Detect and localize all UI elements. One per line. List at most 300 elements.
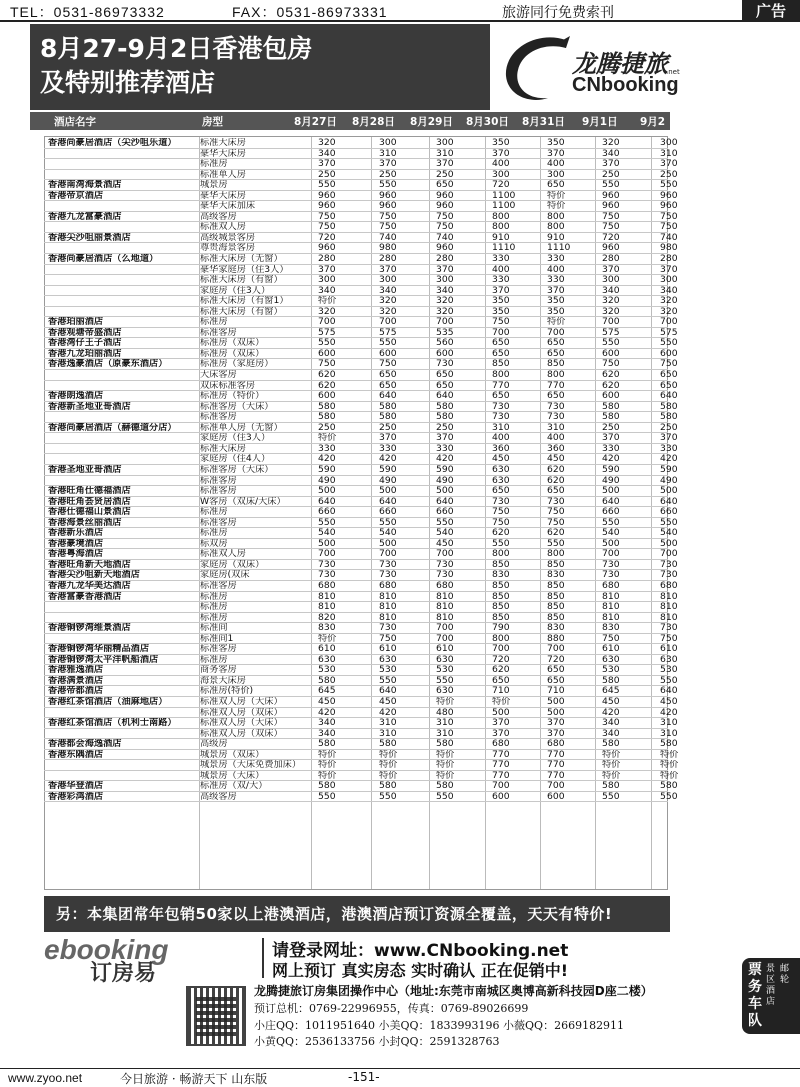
hotel-name: 香港豪境酒店 (48, 538, 104, 549)
price-0831: 500 (547, 707, 565, 718)
price-0831: 特价 (547, 190, 566, 201)
price-0901: 610 (602, 644, 620, 655)
header-hotel: 酒店名字 (54, 116, 96, 128)
price-0830: 330 (492, 254, 510, 265)
price-0831: 620 (547, 464, 565, 475)
page-number: -151- (348, 1070, 380, 1084)
price-0827: 280 (318, 254, 336, 265)
room-type: 家庭房（住3人） (200, 285, 271, 296)
price-0831: 650 (547, 348, 565, 359)
price-0829: 550 (436, 517, 454, 528)
price-0902: 580 (660, 401, 678, 412)
price-0829: 590 (436, 464, 454, 475)
hotel-name: 香港铜锣湾华丽精品酒店 (48, 644, 150, 655)
price-0828: 660 (379, 507, 397, 518)
price-0831: 650 (547, 391, 565, 402)
price-0829: 640 (436, 496, 454, 507)
room-type: 城景房（双床） (200, 749, 265, 760)
price-0827: 750 (318, 359, 336, 370)
price-0829: 660 (436, 507, 454, 518)
table-row (44, 559, 678, 571)
price-0830: 680 (492, 739, 510, 750)
room-type: 标准单人房（无窗） (200, 422, 283, 433)
price-0902: 580 (660, 781, 678, 792)
logo-chinese-name: 龙腾捷旅 (572, 50, 668, 78)
price-0902: 600 (660, 348, 678, 359)
price-0831: 850 (547, 359, 565, 370)
price-0828: 330 (379, 443, 397, 454)
room-type: 城景房（大床免费加床） (200, 760, 302, 771)
price-0828: 730 (379, 570, 397, 581)
price-0828: 370 (379, 159, 397, 170)
price-0901: 830 (602, 623, 620, 634)
price-0902: 320 (660, 306, 678, 317)
table-row (44, 675, 678, 687)
room-type: 商务客房 (200, 665, 237, 676)
price-0829: 680 (436, 580, 454, 591)
price-0829: 330 (436, 443, 454, 454)
room-type: 高级城景客房 (200, 232, 256, 243)
hotel-name: 香港仕德福山景酒店 (48, 507, 131, 518)
room-type: 标准间1 (200, 633, 234, 644)
price-0830: 350 (492, 296, 510, 307)
price-0901: 550 (602, 517, 620, 528)
price-0830: 350 (492, 138, 510, 148)
price-0901: 550 (602, 791, 620, 802)
table-row (44, 380, 678, 392)
price-0901: 750 (602, 359, 620, 370)
table-row (44, 580, 678, 592)
price-0830: 630 (492, 464, 510, 475)
price-0829: 740 (436, 232, 454, 243)
price-0829: 630 (436, 654, 454, 665)
price-0901: 340 (602, 728, 620, 739)
price-0902: 550 (660, 180, 678, 191)
price-0828: 810 (379, 612, 397, 623)
price-0902: 700 (660, 549, 678, 560)
table-row (44, 517, 678, 529)
table-row (44, 159, 678, 170)
table-row (44, 718, 678, 729)
price-0828: 500 (379, 486, 397, 497)
price-0827: 340 (318, 285, 336, 296)
price-0902: 750 (660, 222, 678, 233)
price-0827: 960 (318, 243, 336, 254)
price-0902: 650 (660, 380, 678, 391)
price-0901: 450 (602, 696, 620, 707)
price-0831: 370 (547, 285, 565, 296)
price-0828: 580 (379, 739, 397, 750)
price-0830: 400 (492, 159, 510, 170)
price-0901: 370 (602, 433, 620, 444)
hotel-name: 香港帝京酒店 (48, 190, 104, 201)
hotel-name: 香港九龙华美达酒店 (48, 580, 131, 591)
price-0901: 720 (602, 232, 620, 243)
table-row (44, 243, 678, 254)
price-0828: 280 (379, 254, 397, 265)
price-0902: 730 (660, 623, 678, 634)
price-0830: 400 (492, 264, 510, 275)
room-type: 标准客房 (200, 486, 237, 497)
room-type: 标准房（双床） (200, 338, 265, 349)
price-0902: 810 (660, 591, 678, 602)
price-0827: 580 (318, 781, 336, 792)
promo-banner: 另：本集团常年包销50家以上港澳酒店，港澳酒店预订资源全覆盖，天天有特价! (44, 896, 670, 932)
price-0828: 700 (379, 317, 397, 328)
room-type: 高级客房 (200, 791, 237, 802)
price-0829: 550 (436, 675, 454, 686)
price-0827: 810 (318, 591, 336, 602)
price-0830: 850 (492, 359, 510, 370)
hotel-name: 香港圣地亚哥酒店 (48, 464, 122, 475)
hotel-name: 香港富豪香港酒店 (48, 591, 122, 602)
table-row (44, 359, 678, 370)
price-0831: 680 (547, 739, 565, 750)
room-type: 标准房(特价) (200, 686, 254, 697)
price-0829: 480 (436, 707, 454, 718)
price-0901: 660 (602, 507, 620, 518)
price-0829: 310 (436, 728, 454, 739)
price-0830: 650 (492, 348, 510, 359)
price-0902: 420 (660, 454, 678, 465)
price-0831: 770 (547, 760, 565, 771)
top-bar (0, 0, 800, 22)
price-0831: 550 (547, 538, 565, 549)
hotel-name: 香港旺角新天地酒店 (48, 559, 131, 570)
price-0828: 550 (379, 338, 397, 349)
price-0828: 960 (379, 190, 397, 201)
table-row (44, 591, 678, 603)
table-row (44, 486, 678, 497)
room-type: 标准双人房（大床） (200, 718, 283, 729)
price-0901: 810 (602, 602, 620, 613)
price-0828: 750 (379, 211, 397, 222)
price-0828: 530 (379, 665, 397, 676)
price-0827: 830 (318, 623, 336, 634)
hotel-name: 香港都会海逸酒店 (48, 739, 122, 750)
table-row (44, 201, 678, 212)
price-0828: 490 (379, 475, 397, 486)
price-0830: 350 (492, 306, 510, 317)
price-0828: 640 (379, 496, 397, 507)
hotel-name: 香港尖沙咀新天地酒店 (48, 570, 140, 581)
price-0831: 830 (547, 570, 565, 581)
table-row (44, 507, 678, 518)
table-row (44, 180, 678, 191)
hotel-name: 香港雅逸酒店 (48, 665, 104, 676)
table-row (44, 254, 678, 265)
room-type: 双床标准客房 (200, 380, 256, 391)
header-date-6: 9月1日 (582, 116, 618, 128)
price-0901: 730 (602, 559, 620, 570)
price-0901: 340 (602, 285, 620, 296)
page-title (30, 24, 490, 110)
price-0901: 730 (602, 570, 620, 581)
room-type: 高级房 (200, 739, 228, 750)
price-0902: 810 (660, 602, 678, 613)
price-0830: 600 (492, 791, 510, 802)
hotel-name: 香港彩鸿酒店 (48, 791, 104, 802)
price-0831: 330 (547, 254, 565, 265)
price-0829: 600 (436, 348, 454, 359)
price-0901: 600 (602, 391, 620, 402)
price-0831: 700 (547, 327, 565, 338)
table-row (44, 464, 678, 476)
hotel-name: 香港粤海酒店 (48, 549, 104, 560)
table-row (44, 338, 678, 349)
hotel-name: 香港红茶馆酒店（油麻地店） (48, 696, 168, 707)
price-0828: 630 (379, 654, 397, 665)
price-0827: 600 (318, 348, 336, 359)
price-0901: 280 (602, 254, 620, 265)
price-0827: 700 (318, 549, 336, 560)
price-0831: 800 (547, 370, 565, 381)
price-0902: 960 (660, 201, 678, 212)
price-0828: 810 (379, 602, 397, 613)
price-0902: 740 (660, 232, 678, 243)
price-0902: 特价 (660, 749, 679, 760)
room-type: 标准大床房（有窗） (200, 275, 283, 286)
side-tab-main: 票务车队 (748, 962, 762, 1029)
price-0829: 700 (436, 549, 454, 560)
price-0830: 800 (492, 211, 510, 222)
price-0831: 800 (547, 549, 565, 560)
table-row (44, 612, 678, 624)
price-0901: 320 (602, 296, 620, 307)
price-0831: 700 (547, 781, 565, 792)
price-0830: 620 (492, 528, 510, 539)
price-0827: 550 (318, 517, 336, 528)
price-0901: 530 (602, 665, 620, 676)
price-0828: 特价 (379, 749, 398, 760)
price-0901: 960 (602, 190, 620, 201)
table-row (44, 496, 678, 508)
price-0828: 750 (379, 359, 397, 370)
price-0827: 750 (318, 211, 336, 222)
price-0827: 340 (318, 728, 336, 739)
price-0827: 575 (318, 327, 336, 338)
table-row (44, 602, 678, 613)
price-0829: 650 (436, 380, 454, 391)
room-type: 家庭房（住3人） (200, 433, 271, 444)
header-room-type: 房型 (202, 116, 223, 128)
table-row (44, 433, 678, 444)
contact-qq-1: 小庄QQ：1011951640 小美QQ：1833993196 小薇QQ：2669182911 (254, 1019, 625, 1032)
price-0901: 580 (602, 781, 620, 792)
table-row (44, 528, 678, 539)
price-0828: 450 (379, 696, 397, 707)
table-row (44, 644, 678, 655)
table-row (44, 138, 678, 149)
price-0902: 特价 (660, 760, 679, 771)
price-0830: 720 (492, 180, 510, 191)
price-0830: 370 (492, 728, 510, 739)
hotel-name: 香港旺角荟贤居酒店 (48, 496, 131, 507)
table-row (44, 317, 678, 328)
price-0902: 450 (660, 696, 678, 707)
price-0829: 250 (436, 169, 454, 180)
price-0831: 650 (547, 665, 565, 676)
table-row (44, 190, 678, 202)
price-0902: 特价 (660, 770, 679, 781)
price-0830: 620 (492, 665, 510, 676)
price-0902: 310 (660, 718, 678, 729)
price-0829: 580 (436, 739, 454, 750)
price-0827: 特价 (318, 760, 337, 771)
title-line-2: 及特别推荐酒店 (40, 68, 216, 97)
price-0827: 特价 (318, 433, 337, 444)
table-row (44, 285, 678, 297)
table-row (44, 454, 678, 465)
price-0827: 250 (318, 422, 336, 433)
table-row (44, 222, 678, 233)
price-0828: 650 (379, 370, 397, 381)
price-0830: 300 (492, 169, 510, 180)
header-date-2: 8月28日 (352, 116, 395, 128)
price-0901: 340 (602, 148, 620, 159)
table-row (44, 570, 678, 581)
price-0901: 960 (602, 201, 620, 212)
price-0901: 300 (602, 275, 620, 286)
price-0830: 770 (492, 749, 510, 760)
room-type: 标准房 (200, 654, 228, 665)
price-0830: 400 (492, 433, 510, 444)
price-0901: 500 (602, 486, 620, 497)
price-0831: 650 (547, 486, 565, 497)
footer (0, 1068, 800, 1086)
hotel-name: 香港九龙富豪酒店 (48, 211, 122, 222)
price-0828: 550 (379, 180, 397, 191)
price-0828: 320 (379, 296, 397, 307)
room-type: 大床客房 (200, 370, 237, 381)
price-0830: 650 (492, 486, 510, 497)
contact-block (186, 980, 746, 1050)
price-0902: 370 (660, 264, 678, 275)
price-0829: 370 (436, 264, 454, 275)
room-type: 标准大床房 (200, 138, 246, 148)
price-0831: 300 (547, 169, 565, 180)
price-0829: 650 (436, 370, 454, 381)
price-0831: 710 (547, 686, 565, 697)
price-0901: 580 (602, 401, 620, 412)
price-0827: 610 (318, 644, 336, 655)
price-0830: 850 (492, 602, 510, 613)
price-0902: 750 (660, 633, 678, 644)
price-0902: 310 (660, 148, 678, 159)
table-row (44, 275, 678, 286)
price-0830: 800 (492, 370, 510, 381)
table-row (44, 665, 678, 676)
room-type: 高级客房 (200, 211, 237, 222)
room-type: 标准大床房（有窗1） (200, 296, 289, 307)
price-0828: 610 (379, 644, 397, 655)
header-date-3: 8月29日 (410, 116, 453, 128)
room-type: 标准双人房 (200, 549, 246, 560)
price-0902: 340 (660, 285, 678, 296)
price-0829: 810 (436, 591, 454, 602)
hotel-name: 香港南湾海景酒店 (48, 180, 122, 191)
price-0828: 575 (379, 327, 397, 338)
price-0902: 500 (660, 538, 678, 549)
price-0902: 700 (660, 317, 678, 328)
price-0827: 450 (318, 696, 336, 707)
table-row (44, 443, 678, 455)
price-0828: 250 (379, 422, 397, 433)
hotel-name: 香港尚豪居酒店（赫德道分店） (48, 422, 177, 433)
price-0829: 540 (436, 528, 454, 539)
price-0902: 300 (660, 275, 678, 286)
price-0902: 640 (660, 391, 678, 402)
price-0827: 340 (318, 148, 336, 159)
hotel-name: 香港尚豪居酒店（尖沙咀乐道） (48, 138, 177, 148)
room-type: 标准客房 (200, 412, 237, 423)
price-0831: 360 (547, 443, 565, 454)
price-0831: 800 (547, 211, 565, 222)
price-0829: 特价 (436, 749, 455, 760)
price-0830: 730 (492, 496, 510, 507)
price-0827: 580 (318, 675, 336, 686)
header-date-5: 8月31日 (522, 116, 565, 128)
price-0827: 530 (318, 665, 336, 676)
price-0827: 370 (318, 159, 336, 170)
price-0828: 730 (379, 623, 397, 634)
price-0831: 370 (547, 718, 565, 729)
price-0901: 810 (602, 612, 620, 623)
price-0828: 750 (379, 222, 397, 233)
price-0902: 370 (660, 159, 678, 170)
room-type: 标准大床房（无窗） (200, 254, 283, 265)
price-0901: 680 (602, 580, 620, 591)
price-0831: 620 (547, 528, 565, 539)
logo-net: .net (666, 68, 680, 76)
hotel-name: 香港新乐酒店 (48, 528, 104, 539)
price-0829: 560 (436, 338, 454, 349)
side-category-tab (742, 958, 800, 1034)
room-type: 标准客房 (200, 475, 237, 486)
price-0827: 500 (318, 486, 336, 497)
table-row (44, 401, 678, 413)
price-0831: 400 (547, 433, 565, 444)
price-0827: 550 (318, 791, 336, 802)
price-0831: 700 (547, 644, 565, 655)
price-0831: 310 (547, 422, 565, 433)
price-0831: 330 (547, 275, 565, 286)
room-type: 标双房 (200, 538, 228, 549)
hotel-name: 香港红茶馆酒店（机利士南路） (48, 718, 177, 729)
header-date-7: 9月2日 (640, 116, 666, 143)
table-row (44, 306, 678, 318)
price-0828: 300 (379, 275, 397, 286)
table-row (44, 370, 678, 381)
table-row (44, 327, 678, 339)
room-type: 尊贵海景客房 (200, 243, 256, 254)
price-0901: 550 (602, 338, 620, 349)
price-0828: 700 (379, 549, 397, 560)
price-0827: 680 (318, 580, 336, 591)
price-0827: 700 (318, 317, 336, 328)
price-0828: 580 (379, 412, 397, 423)
price-0829: 750 (436, 211, 454, 222)
price-0827: 550 (318, 180, 336, 191)
fax-number: FAX：0531-86973331 (232, 4, 388, 20)
room-type: 标准双人房 (200, 222, 246, 233)
price-0902: 540 (660, 528, 678, 539)
hotel-name: 香港朗逸酒店 (48, 391, 104, 402)
hotel-name: 香港观塘帝盛酒店 (48, 327, 122, 338)
room-type: 城景房（大床） (200, 770, 265, 781)
price-0902: 320 (660, 296, 678, 307)
table-row (44, 633, 678, 645)
